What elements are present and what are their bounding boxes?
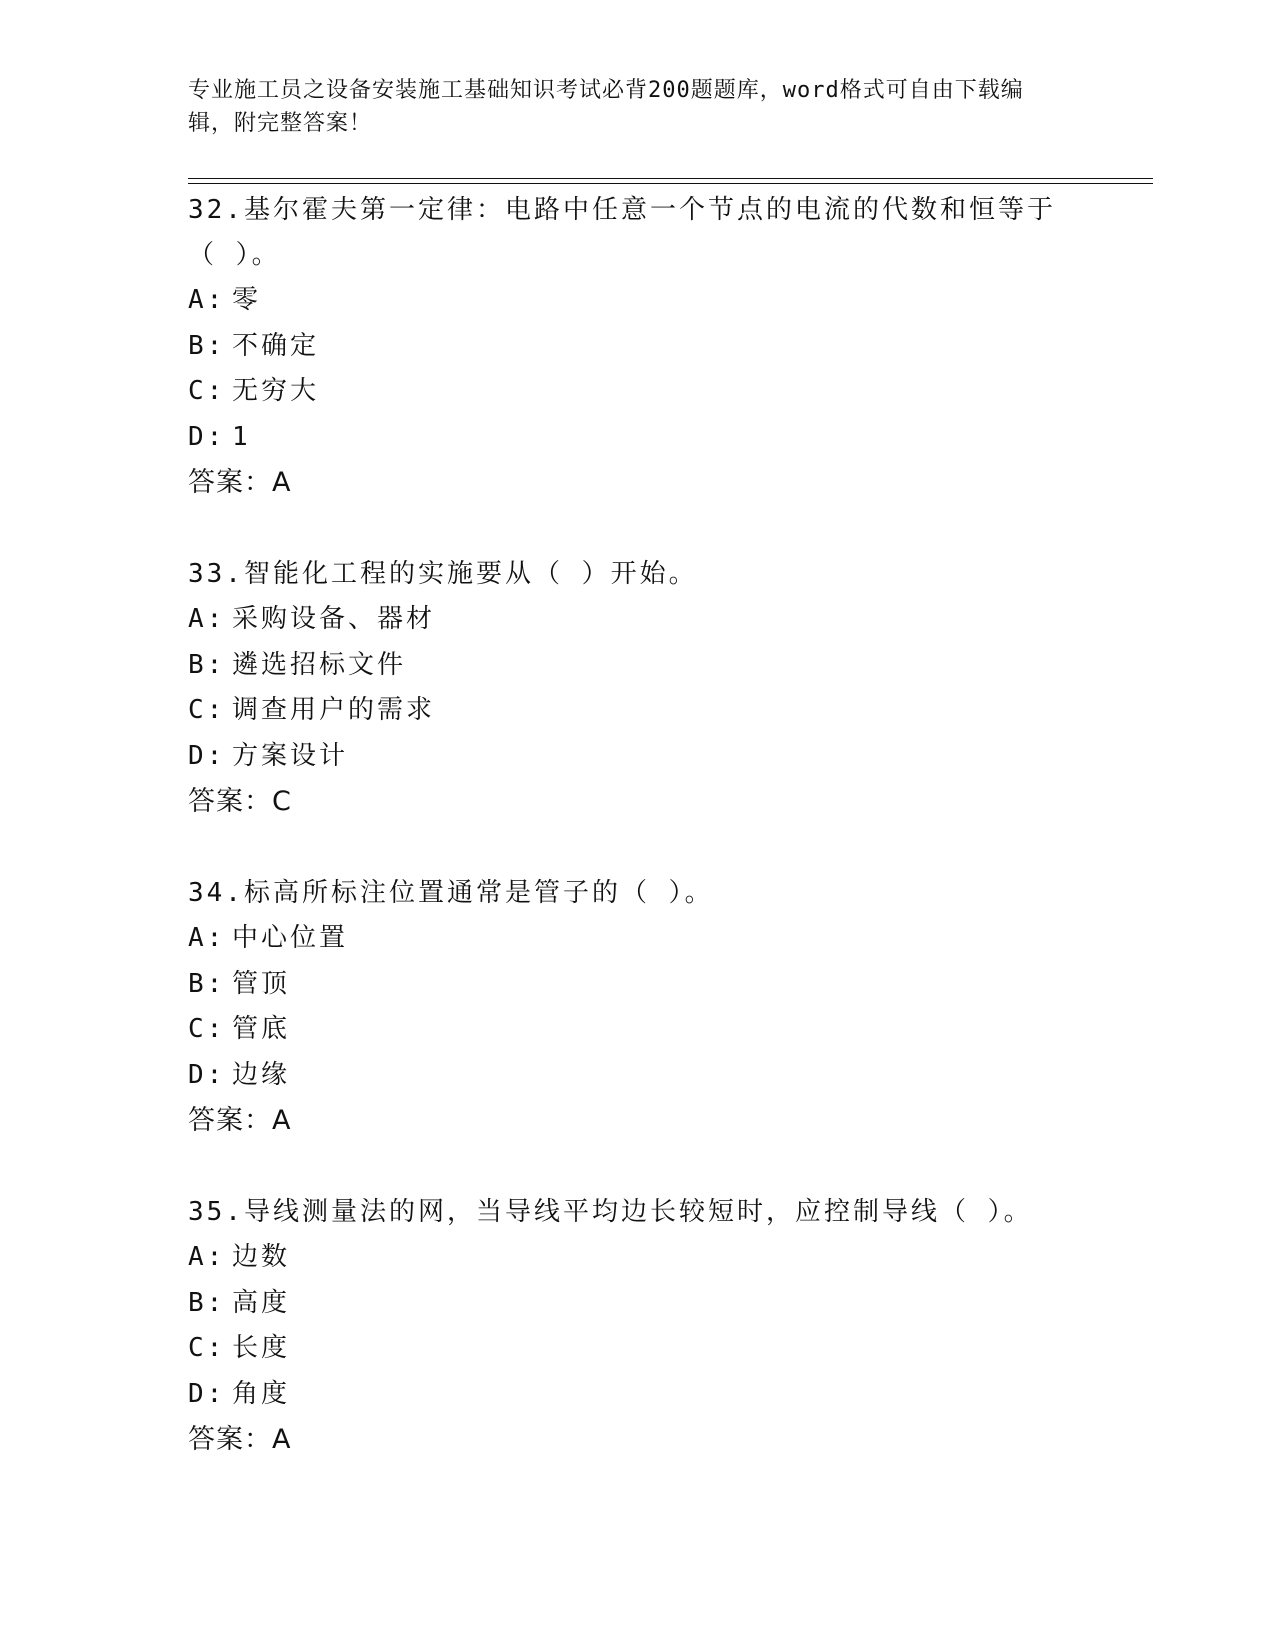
answer-line: 答案：C: [188, 786, 292, 817]
option-letter: B:: [188, 330, 226, 361]
option-text: 角度: [232, 1378, 291, 1409]
answer-line: 答案：A: [188, 1105, 292, 1136]
option-text: 边缘: [232, 1059, 291, 1090]
option-c: [188, 1007, 1088, 1053]
option-text: 管底: [232, 1014, 291, 1044]
option-d: [188, 1372, 1088, 1418]
option-text: 高度: [232, 1287, 291, 1318]
option-a: [188, 597, 1088, 643]
option-text: 管顶: [232, 968, 291, 999]
question-35: [188, 1190, 1088, 1462]
option-text: 1: [232, 421, 251, 452]
option-letter: D:: [188, 740, 226, 771]
header-divider-top: [188, 178, 1153, 179]
option-letter: D:: [188, 421, 226, 452]
document-title: 专业施工员之设备安装施工基础知识考试必背200题题库，word格式可自由下载编辑，附完整答案！: [188, 78, 1024, 136]
option-text: 零: [232, 285, 262, 315]
option-d: [188, 734, 1088, 780]
option-d: [188, 415, 1088, 461]
header-divider-bottom: [188, 183, 1153, 184]
option-letter: C:: [188, 695, 226, 725]
option-c: [188, 369, 1088, 415]
option-letter: A:: [188, 285, 226, 315]
option-b: [188, 324, 1088, 370]
option-letter: D:: [188, 1059, 226, 1090]
option-text: 遴选招标文件: [232, 649, 407, 680]
option-a: [188, 1235, 1088, 1281]
option-letter: C:: [188, 376, 226, 406]
option-d: [188, 1053, 1088, 1099]
option-letter: A:: [188, 604, 226, 634]
option-letter: B:: [188, 649, 226, 680]
option-letter: A:: [188, 1242, 226, 1272]
option-letter: C:: [188, 1333, 226, 1363]
option-b: [188, 1281, 1088, 1327]
option-letter: A:: [188, 923, 226, 953]
answer-line: 答案：A: [188, 1424, 292, 1455]
option-a: [188, 278, 1088, 324]
option-text: 边数: [232, 1242, 291, 1272]
option-b: [188, 643, 1088, 689]
option-b: [188, 962, 1088, 1008]
option-text: 中心位置: [232, 923, 349, 953]
answer-line: 答案：A: [188, 467, 292, 498]
question-34: [188, 871, 1088, 1143]
question-33: [188, 552, 1088, 824]
question-stem: 32.基尔霍夫第一定律：电路中任意一个节点的电流的代数和恒等于（ ）。: [188, 195, 1056, 270]
option-text: 调查用户的需求: [232, 695, 436, 725]
option-text: 长度: [232, 1333, 291, 1363]
option-letter: D:: [188, 1378, 226, 1409]
option-letter: B:: [188, 1287, 226, 1318]
option-letter: C:: [188, 1014, 226, 1044]
option-text: 采购设备、器材: [232, 604, 436, 634]
option-a: [188, 916, 1088, 962]
question-stem: 35.导线测量法的网，当导线平均边长较短时，应控制导线（ ）。: [188, 1197, 1033, 1227]
option-c: [188, 1326, 1088, 1372]
option-letter: B:: [188, 968, 226, 999]
question-stem: 33.智能化工程的实施要从（ ）开始。: [188, 559, 698, 589]
option-text: 无穷大: [232, 376, 320, 406]
question-32: [188, 188, 1088, 505]
option-text: 方案设计: [232, 740, 349, 771]
option-c: [188, 688, 1088, 734]
option-text: 不确定: [232, 330, 320, 361]
question-stem: 34.标高所标注位置通常是管子的（ ）。: [188, 878, 714, 908]
